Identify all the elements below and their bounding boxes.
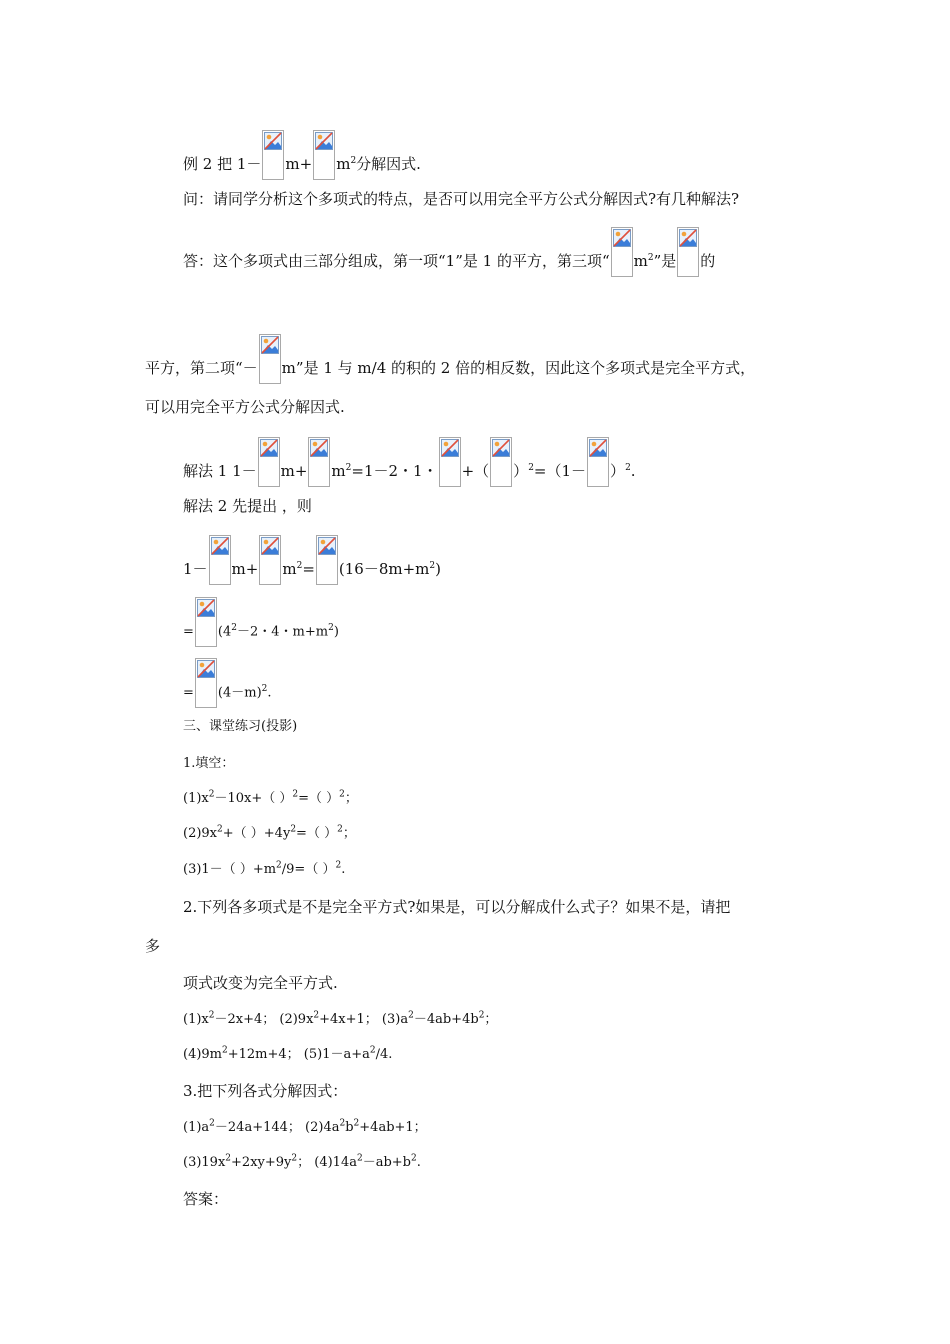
broken-image-icon: [316, 535, 338, 585]
broken-image-icon: [308, 437, 330, 487]
broken-image-icon: [611, 227, 633, 277]
method-2-step-2: = ($4^2-2$・4・$m+m^2$): [183, 607, 339, 657]
exercise-2-title: 2.下列各多项式是不是完全平方式?如果是，可以分解成什么式子？如果不是，请把: [183, 898, 731, 916]
broken-image-icon: [259, 535, 281, 585]
question-line: 问：请同学分析这个多项式的特点，是否可以用完全平方公式分解因式?有几种解法?: [183, 190, 740, 208]
broken-image-icon: [677, 227, 699, 277]
broken-image-icon: [587, 437, 609, 487]
method-2-line: 解法 2 先提出 ，则: [183, 497, 312, 515]
section-heading-practice: 三、课堂练习(投影): [183, 719, 298, 734]
broken-image-icon: [439, 437, 461, 487]
exercise-3-items-1-2: $(1)a^2-24a+144$； $(2)4a^2b^2+4ab+1$；: [183, 1118, 427, 1135]
exercise-1-item-3: (3)1－（ ）$+m^2/9=$（ ）$^2$.: [183, 860, 346, 877]
method-2-step-1: 1－ m+ $m^2=$ $(16-8m+m^2)$: [183, 545, 441, 595]
exercise-2-items-1-3: $(1)x^2-2x+4$； $(2)9x^2+4x+1$； $(3)a^2-4ab+4b^2$；: [183, 1010, 498, 1027]
exercise-1-item-1: $(1)x^2-10x+$（ ）$^2$=（ ）$^2$；: [183, 789, 358, 806]
method-2-step-3: = $(4-m)^2$.: [183, 668, 272, 718]
answer-conclusion-line: 可以用完全平方公式分解因式.: [145, 398, 345, 416]
exercise-2-title-continued: 项式改变为完全平方式.: [183, 974, 338, 992]
exercise-2-items-4-5: $(4)9m^2+12m+4$； $(5)1-a+a^2/4$.: [183, 1045, 393, 1062]
broken-image-icon: [259, 334, 281, 384]
broken-image-icon: [313, 130, 335, 180]
answer-line: 答：这个多项式由三部分组成，第一项“1”是 1 的平方，第三项“ $m^2$”是 的: [183, 237, 715, 287]
exercise-1-item-2: $(2)9x^2+$（ ）$+4y^2=$（ ）$^2$；: [183, 824, 356, 841]
exercise-2-title-wrap: 多: [145, 937, 161, 955]
example-2-line: 例 2 把 1－ m+ $m^2$分解因式.: [183, 140, 421, 190]
answer-continued-line: 平方，第二项“－ m”是 1 与 m/4 的积的 2 倍的相反数，因此这个多项式是完全平方式，: [145, 344, 755, 394]
broken-image-icon: [490, 437, 512, 487]
broken-image-icon: [195, 658, 217, 708]
exercise-1-title: 1.填空：: [183, 756, 235, 771]
broken-image-icon: [209, 535, 231, 585]
exercise-3-items-3-4: $(3)19x^2+2xy+9y^2$； $(4)14a^2-ab+b^2$.: [183, 1153, 421, 1170]
broken-image-icon: [262, 130, 284, 180]
broken-image-icon: [195, 597, 217, 647]
broken-image-icon: [258, 437, 280, 487]
answers-heading: 答案：: [183, 1190, 229, 1208]
exercise-3-title: 3.把下列各式分解因式：: [183, 1082, 348, 1100]
method-1-line: 解法 1 1－ m+ $m^2=1-2$・1・ +（ ）$^2$=（1－ ）$^2$.: [183, 447, 636, 497]
